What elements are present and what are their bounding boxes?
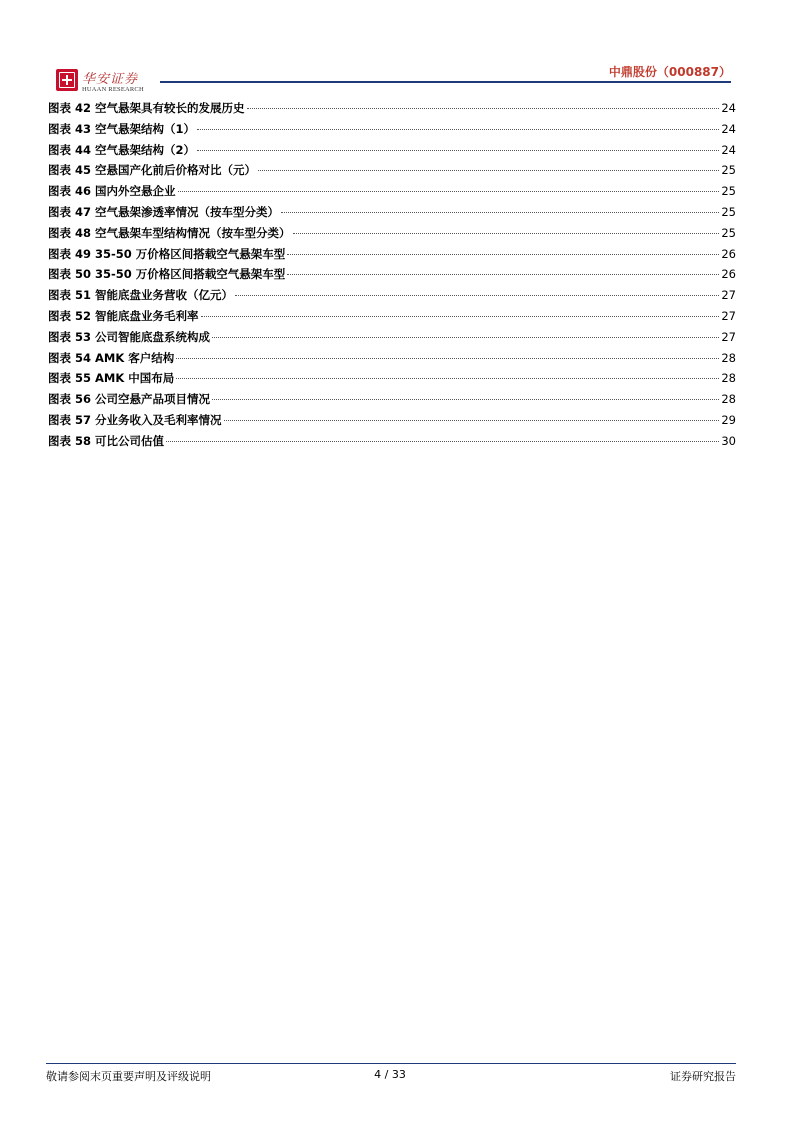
toc-entry-title[interactable]: 图表 45 空悬国产化前后价格对比（元） <box>48 163 257 178</box>
toc-entry-title[interactable]: 图表 52 智能底盘业务毛利率 <box>48 308 199 323</box>
toc-entry-page[interactable]: 27 <box>721 288 736 303</box>
toc-entry-title[interactable]: 图表 42 空气悬架具有较长的发展历史 <box>48 101 245 115</box>
toc-leader-dots <box>212 399 719 400</box>
toc-entry-page[interactable]: 24 <box>721 142 736 157</box>
toc-entry[interactable] <box>48 223 736 244</box>
toc-entry-page[interactable]: 29 <box>721 412 736 427</box>
logo-english-name: HUAAN RESEARCH <box>82 86 144 93</box>
toc-leader-dots <box>287 274 719 275</box>
toc-entry-page[interactable]: 25 <box>721 225 736 240</box>
toc-entry-page[interactable]: 28 <box>721 350 736 365</box>
toc-leader-dots <box>166 441 719 442</box>
footer-disclaimer: 敬请参阅末页重要声明及评级说明 <box>46 1070 211 1083</box>
huaan-logo-icon <box>56 69 78 91</box>
toc-entry-page[interactable]: 27 <box>721 308 736 323</box>
toc-entry-title[interactable]: 图表 43 空气悬架结构（1） <box>48 121 196 136</box>
toc-entry[interactable] <box>48 140 736 161</box>
toc-entry-page[interactable]: 28 <box>721 371 736 386</box>
header-divider <box>160 81 731 83</box>
toc-entry[interactable] <box>48 431 736 452</box>
toc-leader-dots <box>197 150 719 151</box>
toc-leader-dots <box>176 358 719 359</box>
toc-leader-dots <box>197 129 719 130</box>
toc-entry[interactable] <box>48 389 736 410</box>
toc-entry-title[interactable]: 图表 55 AMK 中国布局 <box>48 371 175 386</box>
toc-leader-dots <box>247 108 720 109</box>
toc-entry[interactable] <box>48 98 736 119</box>
page-number: 4 / 33 <box>374 1068 406 1081</box>
toc-leader-dots <box>178 191 720 192</box>
toc-leader-dots <box>212 337 719 338</box>
toc-entry-page[interactable]: 26 <box>721 267 736 282</box>
toc-entry[interactable] <box>48 119 736 140</box>
toc-entry[interactable] <box>48 181 736 202</box>
toc-entry-page[interactable]: 24 <box>721 121 736 136</box>
toc-entry[interactable] <box>48 285 736 306</box>
toc-entry-title[interactable]: 图表 49 35-50 万价格区间搭载空气悬架车型 <box>48 246 286 261</box>
toc-entry[interactable] <box>48 306 736 327</box>
toc-entry-page[interactable]: 26 <box>721 246 736 261</box>
toc-entry-page[interactable]: 28 <box>721 392 736 407</box>
toc-entry-title[interactable]: 图表 50 35-50 万价格区间搭载空气悬架车型 <box>48 267 286 282</box>
toc-entry-page[interactable]: 24 <box>721 101 736 115</box>
footer-report-type: 证券研究报告 <box>670 1070 736 1083</box>
toc-entry[interactable] <box>48 368 736 389</box>
toc-entry[interactable] <box>48 202 736 223</box>
toc-entry-page[interactable]: 30 <box>721 433 736 448</box>
toc-entry-page[interactable]: 25 <box>721 204 736 219</box>
page-header <box>0 0 793 93</box>
toc-entry-title[interactable]: 图表 57 分业务收入及毛利率情况 <box>48 412 222 427</box>
toc-entry[interactable] <box>48 264 736 285</box>
toc-entry[interactable] <box>48 327 736 348</box>
toc-entry-title[interactable]: 图表 51 智能底盘业务营收（亿元） <box>48 288 234 303</box>
toc-leader-dots <box>235 295 719 296</box>
toc-leader-dots <box>176 378 719 379</box>
toc-leader-dots <box>281 212 719 213</box>
toc-leader-dots <box>293 233 720 234</box>
toc-entry[interactable] <box>48 160 736 181</box>
toc-entry[interactable] <box>48 244 736 265</box>
toc-entry-page[interactable]: 27 <box>721 329 736 344</box>
toc-entry-title[interactable]: 图表 58 可比公司估值 <box>48 433 165 448</box>
toc-entry-page[interactable]: 25 <box>721 184 736 199</box>
logo-chinese-name: 华安证券 <box>82 72 139 87</box>
toc-entry-title[interactable]: 图表 48 空气悬架车型结构情况（按车型分类） <box>48 225 291 240</box>
toc-leader-dots <box>258 170 719 171</box>
toc-entry-title[interactable]: 图表 46 国内外空悬企业 <box>48 184 176 199</box>
footer-divider <box>46 1063 736 1064</box>
toc-entry[interactable] <box>48 410 736 431</box>
figure-index-list <box>48 98 736 452</box>
toc-entry[interactable] <box>48 348 736 369</box>
toc-leader-dots <box>287 254 719 255</box>
toc-entry-title[interactable]: 图表 44 空气悬架结构（2） <box>48 142 196 157</box>
toc-entry-title[interactable]: 图表 54 AMK 客户结构 <box>48 350 175 365</box>
toc-leader-dots <box>201 316 720 317</box>
toc-entry-title[interactable]: 图表 47 空气悬架渗透率情况（按车型分类） <box>48 204 280 219</box>
toc-entry-title[interactable]: 图表 56 公司空悬产品项目情况 <box>48 392 211 407</box>
toc-entry-page[interactable]: 25 <box>721 163 736 178</box>
toc-entry-title[interactable]: 图表 53 公司智能底盘系统构成 <box>48 329 211 344</box>
company-name: 中鼎股份（000887） <box>608 65 731 79</box>
toc-leader-dots <box>224 420 720 421</box>
